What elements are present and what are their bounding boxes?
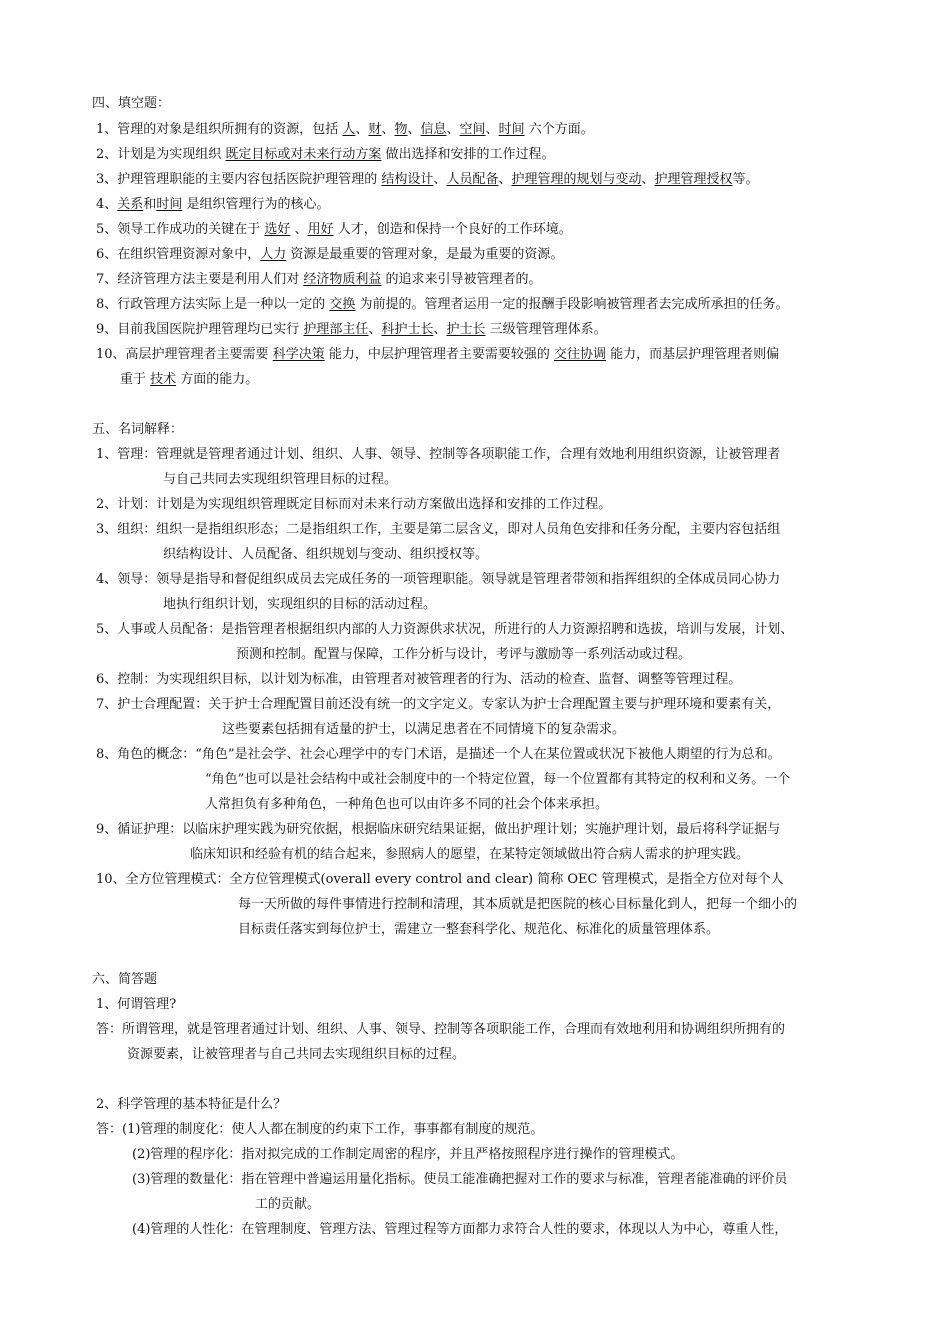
- answer-line: 答：所谓管理，就是管理者通过计划、组织、人事、领导、控制等各项职能工作，合理而有效地利用和协调组织所拥有的: [96, 1022, 786, 1037]
- term-line: 5、人事或人员配备：是指管理者根据组织内部的人力资源供求状况，所进行的人力资源招聘和选拔，培训与发展，计划、: [96, 622, 794, 637]
- term-line: 每一天所做的每件事情进行控制和清理，其本质就是把医院的核心目标量化到人，把每一个细小的: [238, 897, 798, 912]
- term-line: 临床知识和经验有机的结合起来，参照病人的愿望，在某特定领域做出符合病人需求的护理实践。: [190, 847, 750, 862]
- term-line: 与自己共同去实现组织管理目标的过程。: [163, 472, 398, 487]
- fill-item-3: 3、护理管理职能的主要内容包括医院护理管理的 结构设计、人员配备、护理管理的规划与变动、护理管理授权等。: [96, 172, 759, 187]
- section-heading-fill-in: 四、填空题：: [92, 96, 171, 111]
- fill-item-9: 9、目前我国医院护理管理均已实行 护理部主任、科护士长、护士长 三级管理管理体系。: [96, 322, 607, 337]
- fill-item-10-cont: 重于 技术 方面的能力。: [120, 372, 259, 387]
- fill-item-8: 8、行政管理方法实际上是一种以一定的 交换 为前提的。管理者运用一定的报酬手段影响被管理者去完成所承担的任务。: [96, 297, 789, 312]
- answer-line: 资源要素，让被管理者与自己共同去实现组织目标的过程。: [127, 1047, 466, 1062]
- fill-item-10: 10、高层护理管理者主要需要 科学决策 能力，中层护理管理者主要需要较强的 交往协调 能力，而基层护理管理者则偏: [96, 347, 780, 362]
- answer-line: (4)管理的人性化：在管理制度、管理方法、管理过程等方面都力求符合人性的要求，体现以人为中心，尊重人性，: [132, 1222, 788, 1237]
- term-line: 地执行组织计划，实现组织的目标的活动过程。: [163, 597, 437, 612]
- term-line: 1、管理：管理就是管理者通过计划、组织、人事、领导、控制等各项职能工作，合理有效地利用组织资源，让被管理者: [96, 447, 781, 462]
- term-line: 7、护士合理配置：关于护士合理配置目前还没有统一的文字定义。专家认为护士合理配置主要与护理环境和要素有关，: [96, 697, 781, 712]
- section-heading-short-answer: 六、简答题: [92, 972, 158, 987]
- term-line: 这些要素包括拥有适量的护士，以满足患者在不同情境下的复杂需求。: [222, 722, 626, 737]
- term-line: 10、全方位管理模式：全方位管理模式(overall every control and clear) 简称 OEC 管理模式，是指全方位对每个人: [96, 872, 784, 887]
- fill-item-4: 4、关系和时间 是组织管理行为的核心。: [96, 197, 330, 212]
- fill-item-5: 5、领导工作成功的关键在于 选好 、用好 人才，创造和保持一个良好的工作环境。: [96, 222, 572, 237]
- question-2: 2、科学管理的基本特征是什么？: [96, 1097, 287, 1112]
- term-line: 人常担负有多种角色，一种角色也可以由许多不同的社会个体来承担。: [205, 797, 609, 812]
- term-line: 9、循证护理：以临床护理实践为研究依据，根据临床研究结果证据，做出护理计划；实施护理计划，最后将科学证据与: [96, 822, 781, 837]
- answer-line: (3)管理的数量化：指在管理中普遍运用量化指标。使员工能准确把握对工作的要求与标准，管理者能准确的评价员: [132, 1172, 788, 1187]
- fill-item-1: 1、管理的对象是组织所拥有的资源，包括 人、财、物、信息、空间、时间 六个方面。: [96, 122, 594, 137]
- fill-item-6: 6、在组织管理资源对象中，人力 资源是最重要的管理对象，是最为重要的资源。: [96, 247, 564, 262]
- fill-item-7: 7、经济管理方法主要是利用人们对 经济物质利益 的追求来引导被管理者的。: [96, 272, 542, 287]
- fill-item-2: 2、计划是为实现组织 既定目标或对未来行动方案 做出选择和安排的工作过程。: [96, 147, 555, 162]
- term-line: 织结构设计、人员配备、组织规划与变动、组织授权等。: [163, 547, 489, 562]
- term-line: 8、角色的概念：“角色”是社会学、社会心理学中的专门术语，是描述一个人在某位置或状况下被他人期望的行为总和。: [96, 747, 781, 762]
- term-line: 4、领导：领导是指导和督促组织成员去完成任务的一项管理职能。领导就是管理者带领和指挥组织的全体成员同心协力: [96, 572, 781, 587]
- term-line: 预测和控制。配置与保障，工作分析与设计，考评与激励等一系列活动或过程。: [236, 647, 692, 662]
- answer-line: 工的贡献。: [255, 1197, 321, 1212]
- answer-line: (2)管理的程序化：指对拟完成的工作制定周密的程序，并且严格按照程序进行操作的管理模式。: [132, 1147, 684, 1162]
- term-line: 3、组织：组织一是指组织形态；二是指组织工作，主要是第二层含义，即对人员角色安排和任务分配，主要内容包括组: [96, 522, 781, 537]
- term-line: “角色”也可以是社会结构中或社会制度中的一个特定位置，每一个位置都有其特定的权利和义务。一个: [205, 772, 791, 787]
- term-line: 2、计划：计划是为实现组织管理既定目标而对未来行动方案做出选择和安排的工作过程。: [96, 497, 612, 512]
- question-1: 1、何谓管理?: [96, 997, 177, 1012]
- section-heading-terms: 五、名词解释：: [92, 422, 184, 437]
- term-line: 6、控制：为实现组织目标，以计划为标准，由管理者对被管理者的行为、活动的检查、监督、调整等管理过程。: [96, 672, 742, 687]
- answer-line: 答：(1)管理的制度化：使人人都在制度的约束下工作，事事都有制度的规范。: [96, 1122, 544, 1137]
- term-line: 目标责任落实到每位护士，需建立一整套科学化、规范化、标准化的质量管理体系。: [238, 922, 720, 937]
